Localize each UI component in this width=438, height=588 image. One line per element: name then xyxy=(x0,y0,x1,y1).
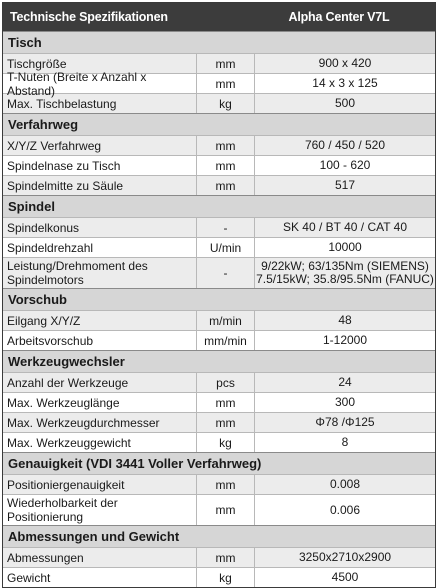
spec-label-cell xyxy=(3,258,196,288)
spec-value: 10000 xyxy=(328,240,362,254)
table-row xyxy=(3,412,435,432)
spec-value-cell xyxy=(255,238,435,257)
table-row xyxy=(3,237,435,257)
spec-unit: mm xyxy=(215,503,236,517)
spec-label-cell xyxy=(3,218,196,237)
spec-label: Max. Werkzeuglänge xyxy=(7,395,120,410)
spec-value: 517 xyxy=(334,178,356,192)
spec-unit: mm xyxy=(215,138,236,153)
spec-value: Φ78 /Φ125 xyxy=(315,415,375,429)
spec-value: 48 xyxy=(338,313,352,327)
spec-value-cell xyxy=(255,393,435,412)
table-row xyxy=(3,372,435,392)
spec-value: 0.006 xyxy=(329,502,361,517)
spec-unit-cell xyxy=(196,176,255,195)
spec-value-cell xyxy=(255,136,435,155)
spec-label: Arbeitsvorschub xyxy=(7,333,94,348)
table-row xyxy=(3,494,435,525)
section-title: Tisch xyxy=(3,31,435,53)
spec-label: Gewicht xyxy=(7,570,51,585)
spec-unit-cell xyxy=(196,238,255,257)
spec-label-cell xyxy=(3,393,196,412)
spec-unit-cell xyxy=(196,413,255,432)
spec-label: Spindelmitte zu Säule xyxy=(7,178,124,193)
spec-unit: mm xyxy=(215,158,236,173)
spec-unit-cell xyxy=(196,94,255,113)
spec-label-cell xyxy=(3,548,196,567)
spec-table xyxy=(2,2,436,588)
spec-label-cell xyxy=(3,94,196,113)
spec-unit: mm xyxy=(215,395,236,410)
spec-unit: pcs xyxy=(216,375,235,390)
spec-label: T-Nuten (Breite x Anzahl x Abstand) xyxy=(7,69,147,98)
spec-value: 0.008 xyxy=(329,477,361,491)
spec-label-cell xyxy=(3,475,196,494)
spec-unit-cell xyxy=(196,475,255,494)
header-title: Technische Spezifikationen xyxy=(10,10,168,24)
spec-label: Spindeldrehzahl xyxy=(7,240,94,255)
spec-label-cell xyxy=(3,568,196,587)
table-row xyxy=(3,135,435,155)
spec-value: 14 x 3 x 125 xyxy=(312,76,378,90)
spec-unit-cell xyxy=(196,218,255,237)
spec-label: Positioniergenauigkeit xyxy=(7,477,125,492)
spec-unit: mm xyxy=(215,76,236,91)
spec-value-cell xyxy=(255,331,435,350)
table-row xyxy=(3,330,435,350)
spec-value: 1-12000 xyxy=(322,333,368,347)
spec-unit-cell xyxy=(196,74,255,93)
spec-unit-cell xyxy=(196,311,255,330)
spec-label: Abmessungen xyxy=(7,550,84,565)
spec-label-cell xyxy=(3,373,196,392)
spec-value-cell xyxy=(255,156,435,175)
spec-value: SK 40 / BT 40 / CAT 40 xyxy=(282,220,408,234)
spec-unit: mm xyxy=(215,477,236,492)
spec-label: Anzahl der Werkzeuge xyxy=(7,375,129,390)
table-row xyxy=(3,392,435,412)
spec-value-cell xyxy=(255,433,435,452)
spec-value-cell xyxy=(255,218,435,237)
table-header xyxy=(3,3,435,31)
spec-unit: mm xyxy=(215,415,236,430)
table-row xyxy=(3,217,435,237)
spec-unit: mm xyxy=(215,56,236,71)
spec-value: 9/22kW; 63/135Nm (SIEMENS) 7.5/15kW; 35.8/95.5Nm (FANUC) xyxy=(256,259,434,286)
spec-unit-cell xyxy=(196,548,255,567)
spec-value: 760 / 450 / 520 xyxy=(304,138,386,152)
spec-unit: kg xyxy=(219,96,232,111)
spec-label-cell xyxy=(3,331,196,350)
spec-label: Leistung/Drehmoment des Spindelmotors xyxy=(7,259,148,287)
spec-label-cell xyxy=(3,311,196,330)
spec-label: Max. Tischbelastung xyxy=(7,96,117,111)
spec-unit-cell xyxy=(196,433,255,452)
spec-label: Max. Werkzeugdurchmesser xyxy=(7,415,160,430)
spec-label: Max. Werkzeuggewicht xyxy=(7,435,131,450)
spec-label-cell xyxy=(3,238,196,257)
spec-unit: kg xyxy=(219,570,232,585)
table-row xyxy=(3,69,435,98)
spec-value-cell xyxy=(255,54,435,73)
spec-unit: - xyxy=(223,220,228,235)
section-title: Werkzeugwechsler xyxy=(3,350,435,372)
spec-value: 24 xyxy=(338,375,352,389)
table-row xyxy=(3,175,435,195)
spec-value-cell xyxy=(255,413,435,432)
spec-label-cell xyxy=(3,156,196,175)
spec-value-cell xyxy=(255,548,435,567)
spec-unit-cell xyxy=(196,568,255,587)
spec-unit-cell xyxy=(196,373,255,392)
spec-unit: U/min xyxy=(209,240,242,255)
spec-label-cell xyxy=(3,433,196,452)
spec-unit: kg xyxy=(219,435,232,450)
spec-unit-cell xyxy=(196,136,255,155)
spec-label: Spindelkonus xyxy=(7,220,80,235)
table-row xyxy=(3,93,435,113)
spec-label-cell xyxy=(3,136,196,155)
spec-value: 900 x 420 xyxy=(318,56,372,70)
spec-value-cell xyxy=(255,94,435,113)
spec-unit-cell xyxy=(196,393,255,412)
spec-value-cell xyxy=(255,176,435,195)
spec-unit: mm xyxy=(215,178,236,193)
spec-label: Eilgang X/Y/Z xyxy=(7,313,81,328)
spec-label: Wiederholbarkeit der Positionierung xyxy=(7,496,118,524)
table-row xyxy=(3,567,435,587)
spec-label: Tischgröße xyxy=(7,56,67,71)
table-body xyxy=(3,31,435,587)
table-row xyxy=(3,310,435,330)
spec-unit: m/min xyxy=(209,313,242,328)
spec-value: 3250x2710x2900 xyxy=(298,550,392,564)
spec-value-cell xyxy=(255,373,435,392)
spec-value-cell xyxy=(255,568,435,587)
spec-value-cell xyxy=(255,311,435,330)
spec-label-cell xyxy=(3,413,196,432)
section-title: Genauigkeit (VDI 3441 Voller Verfahrweg) xyxy=(3,452,435,474)
spec-unit-cell xyxy=(196,495,255,525)
spec-value: 500 xyxy=(334,96,356,110)
spec-unit-cell xyxy=(196,331,255,350)
section-title: Abmessungen und Gewicht xyxy=(3,525,435,547)
spec-unit: mm/min xyxy=(204,333,247,348)
spec-unit-cell xyxy=(196,54,255,73)
spec-label: X/Y/Z Verfahrweg xyxy=(7,138,102,153)
spec-label-cell xyxy=(3,495,196,525)
spec-unit: - xyxy=(223,266,228,280)
spec-label-cell xyxy=(3,69,196,98)
spec-value-cell xyxy=(255,74,435,93)
section-title: Verfahrweg xyxy=(3,113,435,135)
spec-unit-cell xyxy=(196,156,255,175)
table-row xyxy=(3,155,435,175)
spec-unit: mm xyxy=(215,550,236,565)
table-row xyxy=(3,432,435,452)
section-title: Vorschub xyxy=(3,288,435,310)
spec-value: 4500 xyxy=(331,570,359,584)
spec-label-cell xyxy=(3,176,196,195)
table-row xyxy=(3,257,435,288)
spec-value-cell xyxy=(255,495,435,525)
spec-value-cell xyxy=(255,258,435,288)
spec-label: Spindelnase zu Tisch xyxy=(7,158,121,173)
spec-unit-cell xyxy=(196,258,255,288)
spec-value: 300 xyxy=(334,395,356,409)
spec-value-cell xyxy=(255,475,435,494)
machine-name: Alpha Center V7L xyxy=(288,10,390,24)
table-row xyxy=(3,547,435,567)
table-row xyxy=(3,474,435,494)
spec-value: 8 xyxy=(341,435,349,449)
section-title: Spindel xyxy=(3,195,435,217)
spec-value: 100 - 620 xyxy=(319,158,371,172)
